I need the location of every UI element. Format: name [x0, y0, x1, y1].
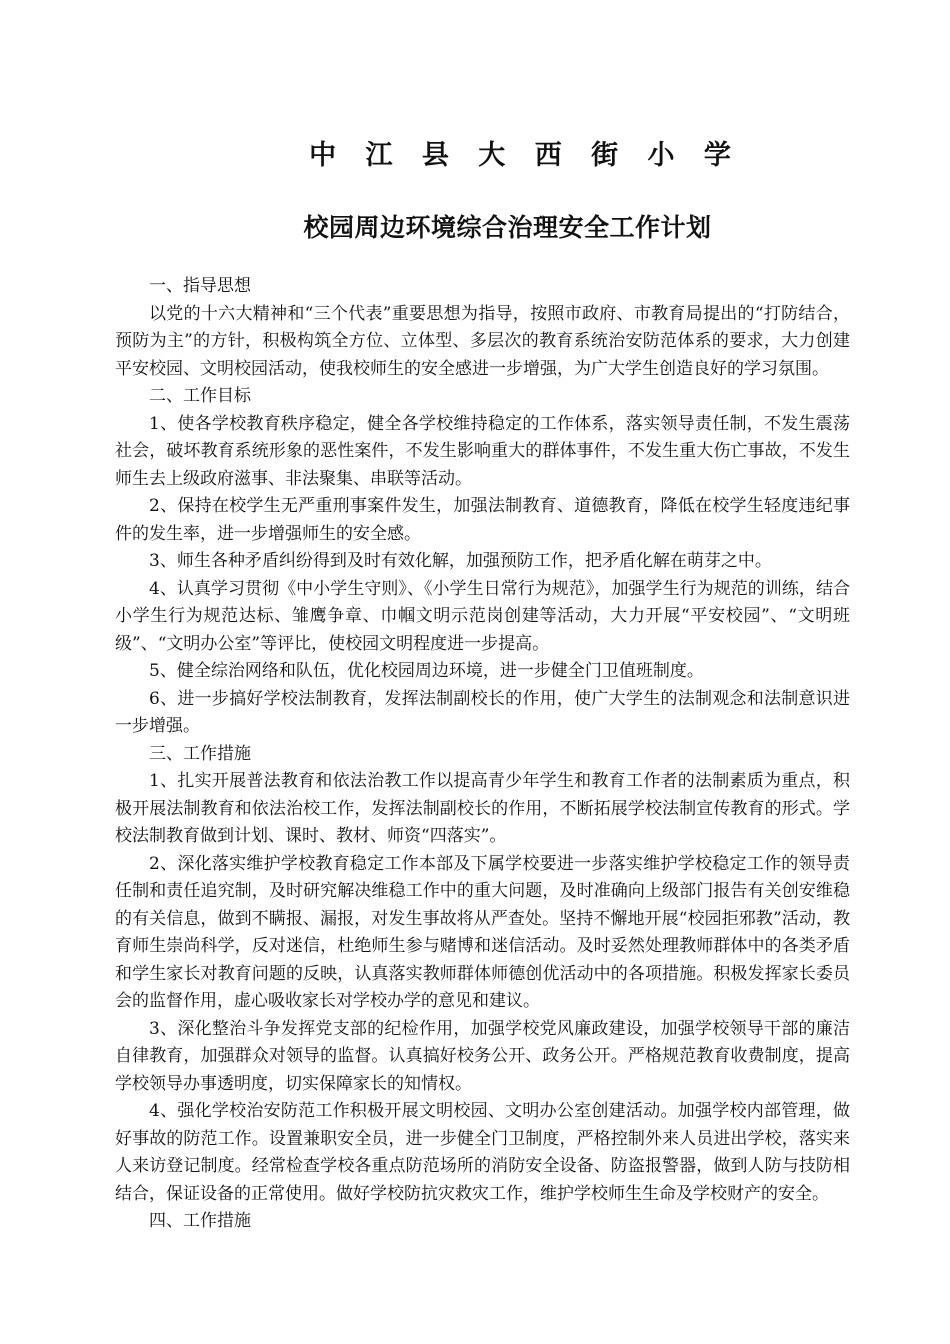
- section-heading-work-goals: 二、工作目标: [149, 386, 251, 406]
- section-heading-work-measures: 三、工作措施: [149, 743, 251, 764]
- paragraph: 3、深化整治斗争发挥党支部的纪检作用，加强学校党风廉政建设，加强学校领导干部的廉洁自律教育，加强群众对领导的监督。认真搞好校务公开、政务公开。严格规范教育收费制度，提高学校领导办事透明度，切实保障家长的知情权。: [115, 1018, 850, 1094]
- section-heading-work-measures-four: 四、工作措施: [149, 1211, 251, 1231]
- document-body: [115, 273, 850, 1236]
- paragraph: 2、保持在校学生无严重刑事案件发生，加强法制教育、道德教育，降低在校学生轻度违纪事件的发生率，进一步增强师生的安全感。: [115, 496, 850, 544]
- school-name-title: 中 江 县 大 西 街 小 学: [309, 140, 741, 171]
- paragraph: 1、使各学校教育秩序稳定，健全各学校维持稳定的工作体系，落实领导责任制，不发生震荡社会，破坏教育系统形象的恶性案件，不发生影响重大的群体事件，不发生重大伤亡事故，不发生师生去上级政府滋事、非法聚集、串联等活动。: [115, 413, 850, 489]
- paragraph: 4、认真学习贯彻《中小学生守则》、《小学生日常行为规范》，加强学生行为规范的训练，结合小学生行为规范达标、雏鹰争章、巾帼文明示范岗创建等活动，大力开展“平安校园”、“文明班级”、“文明办公室”等评比，使校园文明程度进一步提高。: [115, 578, 850, 654]
- paragraph: 5、健全综治网络和队伍，优化校园周边环境，进一步健全门卫值班制度。: [149, 661, 704, 681]
- section-heading-guiding-ideology: 一、指导思想: [149, 276, 251, 296]
- paragraph: 4、强化学校治安防范工作积极开展文明校园、文明办公室创建活动。加强学校内部管理，做好事故的防范工作。设置兼职安全员，进一步健全门卫制度，严格控制外来人员进出学校，落实来人来访登记制度。经常检查学校各重点防范场所的消防安全设备、防盗报警器，做到人防与技防相结合，保证设备的正常使用。做好学校防抗灾救灾工作，维护学校师生生命及学校财产的安全。: [115, 1101, 850, 1204]
- paragraph: 6、进一步搞好学校法制教育，发挥法制副校长的作用，使广大学生的法制观念和法制意识进一步增强。: [115, 688, 850, 736]
- paragraph: 3、师生各种矛盾纠纷得到及时有效化解，加强预防工作，把矛盾化解在萌芽之中。: [149, 551, 772, 571]
- paragraph: 2、深化落实维护学校教育稳定工作本部及下属学校要进一步落实维护学校稳定工作的领导责任制和责任追究制，及时研究解决维稳工作中的重大问题，及时准确向上级部门报告有关创安维稳的有关信息，做到不瞒报、漏报，对发生事故将从严查处。坚持不懈地开展“校园拒邪教”活动，教育师生崇尚科学，反对迷信，杜绝师生参与赌博和迷信活动。及时妥然处理教师群体中的各类矛盾和学生家长对教育问题的反映，认真落实教师群体师德创优活动中的各项措施。积极发挥家长委员会的监督作用，虚心吸收家长对学校办学的意见和建议。: [115, 853, 850, 1011]
- paragraph: 以党的十六大精神和“三个代表”重要思想为指导，按照市政府、市教育局提出的“打防结合，预防为主”的方针，积极构筑全方位、立体型、多层次的教育系统治安防范体系的要求，大力创建平安校园、文明校园活动，使我校师生的安全感进一步增强，为广大学生创造良好的学习氛围。: [115, 303, 850, 379]
- paragraph: 1、扎实开展普法教育和依法治教工作以提高青少年学生和教育工作者的法制素质为重点，积极开展法制教育和依法治校工作，发挥法制副校长的作用，不断拓展学校法制宣传教育的形式。学校法制教育做到计划、课时、教材、师资“四落实”。: [115, 771, 850, 846]
- plan-title: 校园周边环境综合治理安全工作计划: [303, 213, 712, 242]
